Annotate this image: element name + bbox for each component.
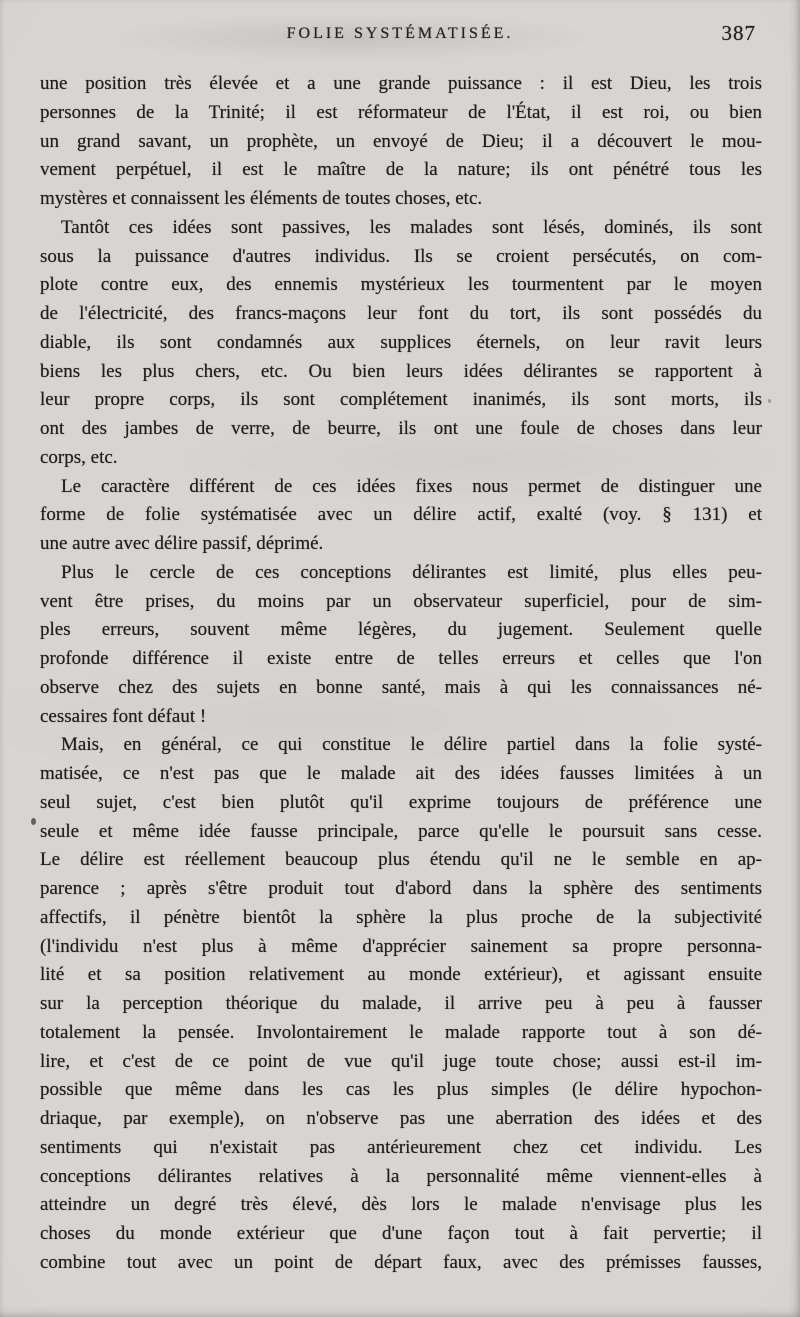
text-line: affectifs, il pénètre bientôt la sphère la plus proche de la subjectivité	[40, 906, 762, 928]
scan-speck	[31, 818, 36, 825]
page-header	[0, 21, 800, 55]
text-line: sur la perception théorique du malade, il arrive peu à peu à fausser	[40, 993, 762, 1014]
paragraph	[40, 70, 762, 214]
text-line: parence ; après s'être produit tout d'abord dans la sphère des sentiments	[40, 878, 762, 899]
page-body	[0, 70, 800, 1278]
text-line: personnes de la Trinité; il est réformateur de l'État, il est roi, ou bien	[40, 101, 762, 123]
text-line: Plus le cercle de ces conceptions délirantes est limité, plus elles peu-	[61, 561, 762, 583]
text-line: une position très élevée et a une grande puissance : il est Dieu, les trois	[40, 73, 762, 94]
text-line: seule et même idée fausse principale, parce qu'elle le poursuit sans cesse.	[40, 820, 762, 842]
text-line: biens les plus chers, etc. Ou bien leurs idées délirantes se rapportent à	[40, 360, 762, 382]
text-line: mystères et connaissent les éléments de toutes choses, etc.	[40, 188, 483, 209]
paragraph	[40, 214, 762, 473]
text-line: vent être prises, du moins par un observateur superficiel, pour de sim-	[40, 590, 762, 612]
text-line: plote contre eux, des ennemis mystérieux les tourmentent par le moyen	[40, 274, 762, 296]
text-line: sous la puissance d'autres individus. Ils se croient persécutés, on com-	[40, 245, 762, 267]
text-line: de l'électricité, des francs-maçons leur font du tort, ils sont possédés du	[40, 303, 762, 324]
running-title: FOLIE SYSTÉMATISÉE.	[286, 25, 514, 42]
text-line: Le délire est réellement beaucoup plus étendu qu'il ne le semble en ap-	[40, 849, 762, 871]
text-line: leur propre corps, ils sont complétement inanimés, ils sont morts, ils	[40, 389, 762, 411]
text-line: combine tout avec un point de départ faux, avec des prémisses fausses,	[40, 1251, 762, 1273]
paragraph	[40, 559, 762, 732]
text-line: seul sujet, c'est bien plutôt qu'il exprime toujours de préférence une	[40, 791, 762, 813]
text-line: driaque, par exemple), on n'observe pas une aberration des idées et des	[40, 1108, 762, 1129]
text-line: corps, etc.	[40, 446, 118, 468]
text-line: matisée, ce n'est pas que le malade ait des idées fausses limitées à un	[40, 763, 762, 784]
text-line: forme de folie systématisée avec un délire actif, exalté (voy. § 131) et	[40, 504, 762, 526]
text-line: lire, et c'est de ce point de vue qu'il juge toute chose; aussi est-il im-	[40, 1050, 762, 1072]
text-line: (l'individu n'est plus à même d'apprécier sainement sa propre personna-	[40, 935, 762, 957]
text-line: ont des jambes de verre, de beurre, ils ont une foule de choses dans leur	[40, 418, 762, 439]
scan-speck	[768, 399, 771, 403]
text-line: cessaires font défaut !	[40, 705, 207, 727]
text-line: sentiments qui n'existait pas antérieurement chez cet individu. Les	[40, 1136, 762, 1158]
text-line: lité et sa position relativement au monde extérieur), et agissant ensuite	[40, 964, 762, 986]
page-number: 387	[721, 21, 756, 45]
text-line: un grand savant, un prophète, un envoyé de Dieu; il a découvert le mou-	[40, 130, 762, 152]
paragraph	[40, 731, 762, 1277]
text-line: Mais, en général, ce qui constitue le délire partiel dans la folie systé-	[61, 734, 762, 756]
text-line: observe chez des sujets en bonne santé, mais à qui les connaissances né-	[40, 676, 762, 698]
text-line: diable, ils sont condamnés aux supplices éternels, on leur ravit leurs	[40, 331, 762, 353]
text-line: choses du monde extérieur que d'une façon tout à fait pervertie; il	[40, 1223, 762, 1244]
text-line: Le caractère différent de ces idées fixes nous permet de distinguer une	[61, 475, 762, 497]
text-line: vement perpétuel, il est le maître de la nature; ils ont pénétré tous les	[40, 159, 762, 181]
text-line: Tantôt ces idées sont passives, les malades sont lésés, dominés, ils sont	[61, 216, 762, 238]
text-line: possible que même dans les cas les plus simples (le délire hypochon-	[40, 1079, 762, 1101]
text-line: totalement la pensée. Involontairement le malade rapporte tout à son dé-	[40, 1021, 762, 1043]
paragraph	[40, 473, 762, 559]
text-line: atteindre un degré très élevé, dès lors le malade n'envisage plus les	[40, 1194, 762, 1216]
text-line: conceptions délirantes relatives à la personnalité même viennent-elles à	[40, 1165, 762, 1187]
text-line: profonde différence il existe entre de telles erreurs et celles que l'on	[40, 648, 762, 669]
text-line: ples erreurs, souvent même légères, du jugement. Seulement quelle	[40, 619, 762, 641]
text-line: une autre avec délire passif, déprimé.	[40, 533, 324, 554]
